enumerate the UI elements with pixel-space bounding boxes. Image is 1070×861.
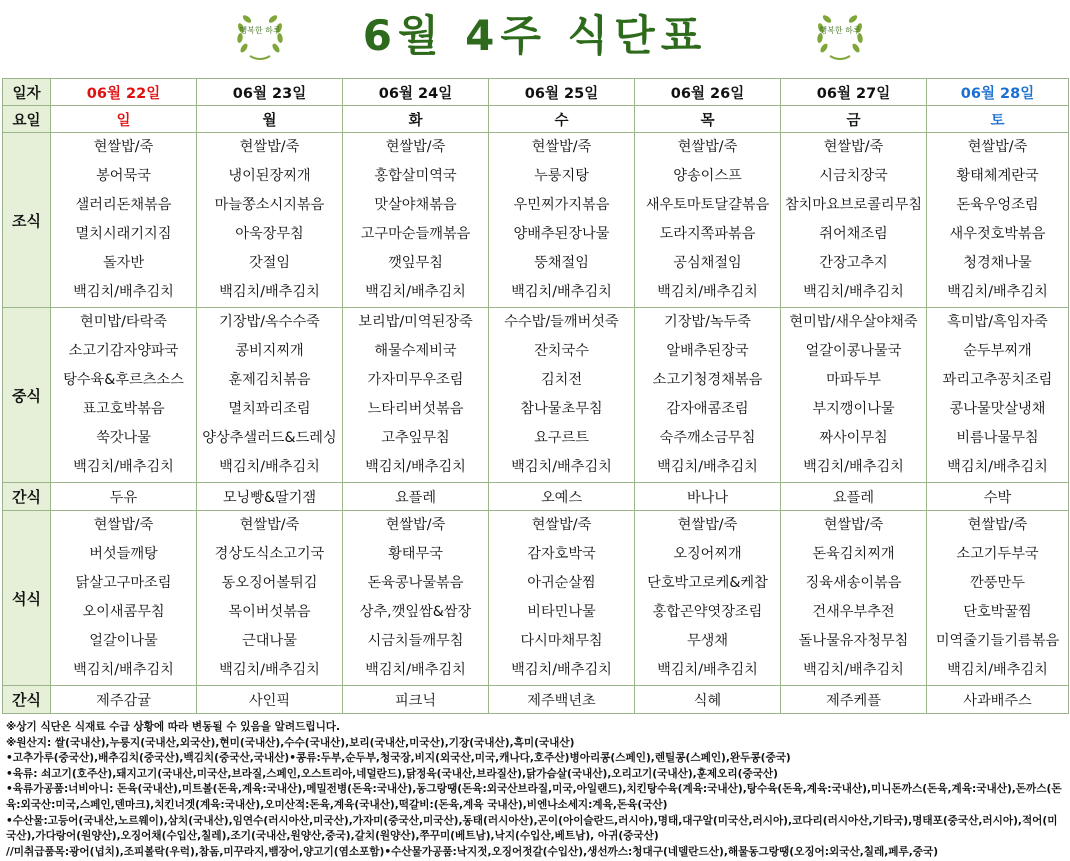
dinner-cell (635, 511, 781, 686)
menu-item: 알배추된장국 (666, 343, 749, 359)
day-cell: 일 (51, 106, 197, 133)
date-cell: 06월 22일 (51, 79, 197, 106)
lunch-cell (635, 308, 781, 483)
menu-item: 백김치/배추김치 (803, 284, 904, 300)
menu-item: 감자애콤조림 (666, 401, 749, 417)
menu-item: 건새우부추전 (812, 604, 895, 620)
date-cell: 06월 25일 (489, 79, 635, 106)
menu-item: 현쌀밥/죽 (677, 517, 738, 533)
snack-cell: 바나나 (635, 483, 781, 511)
date-row (3, 79, 1069, 106)
menu-item: 황태체계란국 (956, 168, 1039, 184)
menu-item: 탕수육&후르츠소스 (63, 372, 184, 388)
menu-item: 홍합살미역국 (374, 168, 457, 184)
snack-cell: 요플레 (343, 483, 489, 511)
dinner-cell (197, 511, 343, 686)
breakfast-cell (197, 133, 343, 308)
menu-item: 상추,깻잎쌈&쌈장 (359, 604, 472, 620)
menu-item: 멸치꽈리조림 (228, 401, 311, 417)
menu-item: 고추잎무침 (381, 430, 450, 446)
menu-item: 공심채절임 (673, 255, 742, 271)
dinner-label: 석식 (3, 511, 51, 686)
dinner-row (3, 511, 1069, 686)
menu-item: 멸치시래기지짐 (75, 226, 172, 242)
menu-item: 잔치국수 (534, 343, 589, 359)
day-cell: 수 (489, 106, 635, 133)
dinner-cell (343, 511, 489, 686)
menu-item: 소고기두부국 (956, 546, 1039, 562)
snack-cell: 모닝빵&딸기잼 (197, 483, 343, 511)
snack-cell: 오예스 (489, 483, 635, 511)
menu-item: 새우젓호박볶음 (949, 226, 1046, 242)
lunch-row (3, 308, 1069, 483)
lunch-cell (51, 308, 197, 483)
breakfast-cell (635, 133, 781, 308)
menu-item: 동오징어볼튀김 (221, 575, 318, 591)
menu-item: 샐러리돈채볶음 (75, 197, 172, 213)
menu-item: 김치전 (540, 372, 583, 388)
menu-item: 표고호박볶음 (82, 401, 165, 417)
dinner-cell (489, 511, 635, 686)
menu-item: 백김치/배추김치 (73, 284, 174, 300)
menu-item: 우민찌가지볶음 (513, 197, 610, 213)
date-cell: 06월 27일 (781, 79, 927, 106)
snack-cell: 제주감귤 (51, 686, 197, 714)
menu-item: 깻잎무침 (388, 255, 443, 271)
menu-item: 현쌀밥/죽 (93, 517, 154, 533)
menu-item: 요구르트 (534, 430, 589, 446)
date-cell: 06월 24일 (343, 79, 489, 106)
menu-item: 마늘쫑소시지볶음 (214, 197, 325, 213)
breakfast-cell (51, 133, 197, 308)
breakfast-cell (489, 133, 635, 308)
menu-item: 돈육김치찌개 (812, 546, 895, 562)
menu-item: 현쌀밥/죽 (823, 139, 884, 155)
menu-item: 아욱장무침 (235, 226, 304, 242)
menu-item: 현쌀밥/죽 (677, 139, 738, 155)
menu-item: 황태무국 (388, 546, 443, 562)
dinner-cell (781, 511, 927, 686)
menu-item: 백김치/배추김치 (219, 284, 320, 300)
menu-item: 징육새송이볶음 (805, 575, 902, 591)
menu-item: 미역줄기들기름볶음 (935, 633, 1060, 649)
day-label: 요일 (3, 106, 51, 133)
snack-cell: 두유 (51, 483, 197, 511)
menu-item: 참나물초무침 (520, 401, 603, 417)
menu-item: 오이새콤무침 (82, 604, 165, 620)
menu-item: 현쌀밥/죽 (531, 139, 592, 155)
menu-item: 비름나물무침 (956, 430, 1039, 446)
lunch-label: 중식 (3, 308, 51, 483)
note-line: ※상기 식단은 식재료 수급 상황에 따라 변동될 수 있음을 알려드립니다. (6, 721, 341, 733)
lunch-cell (343, 308, 489, 483)
menu-item: 양배추된장나물 (513, 226, 610, 242)
menu-item: 마파두부 (826, 372, 881, 388)
day-cell: 화 (343, 106, 489, 133)
menu-item: 백김치/배추김치 (657, 284, 758, 300)
snack-cell: 사인픽 (197, 686, 343, 714)
date-cell: 06월 23일 (197, 79, 343, 106)
menu-item: 흑미밥/흑임자죽 (947, 314, 1048, 330)
menu-item: 쥐어채조림 (819, 226, 888, 242)
day-cell: 월 (197, 106, 343, 133)
menu-item: 시금치장국 (819, 168, 888, 184)
menu-item: 현쌀밥/죽 (967, 517, 1028, 533)
menu-item: 감자호박국 (527, 546, 596, 562)
page-title: 6월 4주 식단표 (362, 11, 708, 60)
menu-item: 소고기감자양파국 (68, 343, 179, 359)
menu-item: 현쌀밥/죽 (823, 517, 884, 533)
menu-item: 백김치/배추김치 (947, 284, 1048, 300)
date-cell: 06월 26일 (635, 79, 781, 106)
snack-row (3, 686, 1069, 714)
breakfast-cell (927, 133, 1069, 308)
menu-item: 백김치/배추김치 (365, 459, 466, 475)
menu-item: 목이버섯볶음 (228, 604, 311, 620)
menu-item: 백김치/배추김치 (657, 459, 758, 475)
day-cell: 금 (781, 106, 927, 133)
menu-item: 돈육콩나물볶음 (367, 575, 464, 591)
menu-item: 고구마순들깨볶음 (360, 226, 471, 242)
menu-item: 시금치들깨무침 (367, 633, 464, 649)
menu-item: 참치마요브로콜리무침 (784, 197, 923, 213)
menu-item: 갓절임 (248, 255, 291, 271)
menu-item: 백김치/배추김치 (511, 459, 612, 475)
menu-item: 돌자반 (102, 255, 145, 271)
menu-item: 꽈리고추꽁치조림 (942, 372, 1053, 388)
snack-label: 간식 (3, 483, 51, 511)
menu-item: 현쌀밥/죽 (239, 139, 300, 155)
menu-item: 얼갈이콩나물국 (805, 343, 902, 359)
menu-item: 현쌀밥/죽 (385, 139, 446, 155)
menu-item: 수수밥/들깨버섯죽 (504, 314, 619, 330)
menu-item: 누룽지탕 (534, 168, 589, 184)
menu-item: 짜사이무침 (819, 430, 888, 446)
menu-item: 백김치/배추김치 (219, 459, 320, 475)
menu-item: 백김치/배추김치 (947, 662, 1048, 678)
menu-item: 백김치/배추김치 (365, 284, 466, 300)
menu-item: 백김치/배추김치 (511, 662, 612, 678)
menu-item: 돌나물유자청무침 (798, 633, 909, 649)
menu-item: 닭살고구마조림 (75, 575, 172, 591)
snack-cell: 수박 (927, 483, 1069, 511)
menu-item: 청경채나물 (963, 255, 1032, 271)
menu-item: 해물수제비국 (374, 343, 457, 359)
menu-item: 백김치/배추김치 (657, 662, 758, 678)
menu-item: 느타리버섯볶음 (367, 401, 464, 417)
menu-item: 버섯들깨탕 (89, 546, 158, 562)
menu-item: 쑥갓나물 (96, 430, 151, 446)
menu-item: 백김치/배추김치 (365, 662, 466, 678)
breakfast-row (3, 133, 1069, 308)
menu-item: 돈육우엉조림 (956, 197, 1039, 213)
snack-cell: 요플레 (781, 483, 927, 511)
svg-text:행복한 하루: 행복한 하루 (239, 26, 281, 35)
menu-item: 홍합곤약엿장조림 (652, 604, 763, 620)
snack-cell: 사과배주스 (927, 686, 1069, 714)
menu-item: 현쌀밥/죽 (93, 139, 154, 155)
breakfast-cell (781, 133, 927, 308)
menu-item: 백김치/배추김치 (219, 662, 320, 678)
note-line: •육류: 쇠고기(호주산),돼지고기(국내산,미국산,브라질,스페인,오스트리아,네덜란드),닭정육(국내산,브라질산),닭가슴살(국내산),오리고기(국내산),훈제오리(중국산) (6, 767, 779, 780)
menu-item: 무생채 (686, 633, 729, 649)
breakfast-cell (343, 133, 489, 308)
svg-text:행복한 하루: 행복한 하루 (819, 26, 861, 35)
menu-item: 도라지쪽파볶음 (659, 226, 756, 242)
menu-item: 봉어묵국 (96, 168, 151, 184)
menu-item: 얼갈이나물 (89, 633, 158, 649)
lunch-cell (197, 308, 343, 483)
note-line: •고추가루(중국산),배추김치(중국산),백김치(중국산,국내산)•콩류:두부,순두부,청국장,비지(외국산,미국,캐나다,호주산)병아리콩(스페인),렌틸콩(스페인),완두콩(중국) (6, 752, 791, 765)
menu-item: 가자미무우조림 (367, 372, 464, 388)
snack-cell: 식혜 (635, 686, 781, 714)
date-label: 일자 (3, 79, 51, 106)
dinner-cell (927, 511, 1069, 686)
snack-cell: 피크닉 (343, 686, 489, 714)
menu-item: 숙주깨소금무침 (659, 430, 756, 446)
note-line: •육류가공품:너비아니: 돈육(국내산),미트볼(돈육,계육:국내산),메밀전병(돈육:국내산),동그랑땡(돈육:외국산브라질,미국,아일랜드),치킨탕수육(계육:국내산),탕수육(돈육,계육:국내산),미니돈까스(돈육,계육:국내산),돈까스(돈육:외국산:미국,스페인,덴마크),치킨너겟(계육:국내산),오미산적:돈육,계육(국내산),떡갈비:(돈육,계육 국내산),비엔나소세지:계육,돈육(국산) (6, 783, 1062, 811)
snack-cell: 제주백년초 (489, 686, 635, 714)
menu-item: 경상도식소고기국 (214, 546, 325, 562)
menu-item: 백김치/배추김치 (947, 459, 1048, 475)
menu-item: 단호박꿀찜 (963, 604, 1032, 620)
menu-item: 백김치/배추김치 (803, 662, 904, 678)
menu-item: 콩나물맛살냉채 (949, 401, 1046, 417)
menu-item: 백김치/배추김치 (73, 459, 174, 475)
day-cell: 토 (927, 106, 1069, 133)
menu-item: 순두부찌개 (963, 343, 1032, 359)
note-line: •수산물:고등어(국내산,노르웨이),삼치(국내산),임연수(러시아산,미국산),가자미(중국산,미국산),동태(러시아산),곤이(아이슬란드,러시아),명태,대구알(미국산,러시아),코다리(러시아산,기타국),명태포(중국산,러시아),적어(미국산),가다랑어(원양산),오징어채(수입산,칠레),조기(국내산,원양산,중국),갈치(원양산),쭈꾸미(베트남),낙지(수입산,베트남), 아귀(중국산) (6, 814, 1058, 843)
menu-item: 아귀순살찜 (527, 575, 596, 591)
menu-item: 새우토마토달걀볶음 (645, 197, 770, 213)
menu-item: 냉이된장찌개 (228, 168, 311, 184)
menu-item: 비타민나물 (527, 604, 596, 620)
menu-item: 현쌀밥/죽 (967, 139, 1028, 155)
day-cell: 목 (635, 106, 781, 133)
menu-item: 간장고추지 (819, 255, 888, 271)
header (0, 0, 1070, 76)
lunch-cell (927, 308, 1069, 483)
menu-item: 현쌀밥/죽 (531, 517, 592, 533)
menu-item: 오징어찌개 (673, 546, 742, 562)
menu-item: 다시마채무침 (520, 633, 603, 649)
day-row (3, 106, 1069, 133)
snack-row (3, 483, 1069, 511)
meal-table (2, 78, 1069, 714)
lunch-cell (489, 308, 635, 483)
menu-item: 깐풍만두 (970, 575, 1025, 591)
menu-item: 뚱채절임 (534, 255, 589, 271)
date-cell: 06월 28일 (927, 79, 1069, 106)
menu-item: 현미밥/타락죽 (79, 314, 167, 330)
menu-item: 양송이스프 (673, 168, 742, 184)
menu-item: 단호박고로케&케찹 (647, 575, 768, 591)
menu-item: 양상추샐러드&드레싱 (202, 430, 337, 446)
menu-item: 현쌀밥/죽 (239, 517, 300, 533)
menu-item: 기장밥/옥수수죽 (219, 314, 320, 330)
menu-item: 훈제김치볶음 (228, 372, 311, 388)
menu-item: 백김치/배추김치 (803, 459, 904, 475)
menu-item: 맛살야채볶음 (374, 197, 457, 213)
notes (6, 720, 1066, 860)
menu-item: 콩비지찌개 (235, 343, 304, 359)
menu-item: 백김치/배추김치 (511, 284, 612, 300)
snack-label: 간식 (3, 686, 51, 714)
logo-wreath-icon (812, 8, 868, 64)
snack-cell: 제주케플 (781, 686, 927, 714)
note-line: //미취급품목:광어(넙치),조피볼락(우럭),참돔,미꾸라지,뱀장어,양고기(염소포함)•수산물가공품:낙지젓,오징어젓갈(수입산),생선까스:청대구(네델란드산),해물동그랑땡(오징어:외국산,칠레,페루,중국) (6, 845, 939, 858)
menu-item: 소고기청경채볶음 (652, 372, 763, 388)
menu-item: 보리밥/미역된장죽 (358, 314, 473, 330)
menu-item: 기장밥/녹두죽 (663, 314, 751, 330)
dinner-cell (51, 511, 197, 686)
lunch-cell (781, 308, 927, 483)
menu-item: 백김치/배추김치 (73, 662, 174, 678)
menu-item: 근대나물 (242, 633, 297, 649)
breakfast-label: 조식 (3, 133, 51, 308)
menu-item: 현쌀밥/죽 (385, 517, 446, 533)
menu-item: 현미밥/새우살야채죽 (789, 314, 918, 330)
menu-item: 부지깽이나물 (812, 401, 895, 417)
note-line: ※원산지: 쌀(국내산),누룽지(국내산,외국산),현미(국내산),수수(국내산),보리(국내산,미국산),기장(국내산),흑미(국내산) (6, 736, 575, 749)
